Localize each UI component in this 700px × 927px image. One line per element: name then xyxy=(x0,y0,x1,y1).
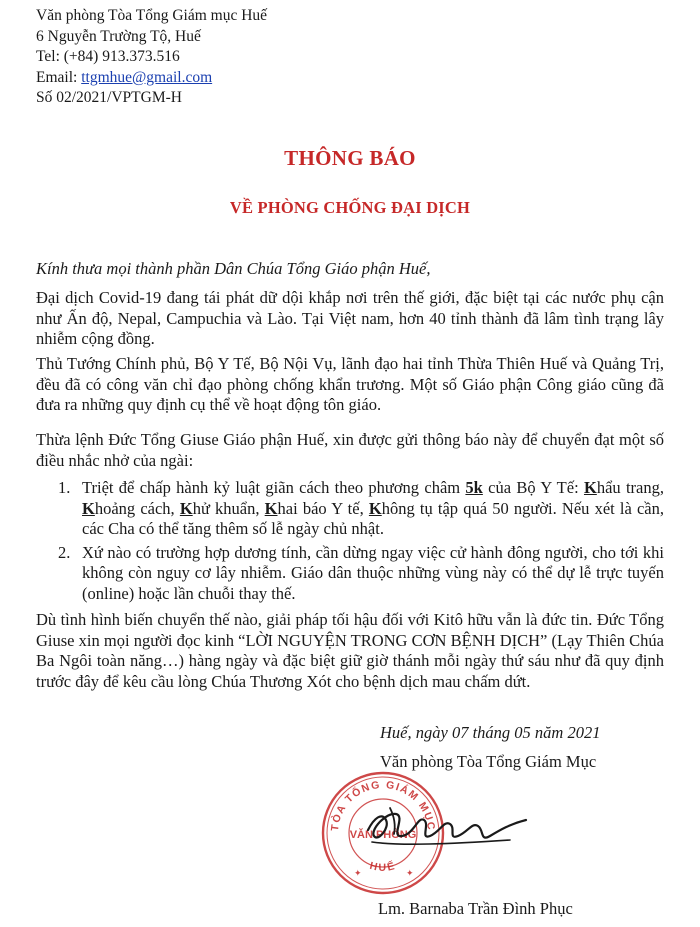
list-item: 1. Triệt để chấp hành kỷ luật giãn cách theo phương châm 5k của Bộ Y Tế: Khẩu trang, Khoảng cách, Khử khuẩn, Khai báo Y tế, Không tụ tập quá 50 người. Nếu xét là cần, các Cha có thể tăng thêm số lễ ngày chủ nhật. xyxy=(58,478,664,538)
office-tel: Tel: (+84) 913.373.516 xyxy=(36,48,180,65)
office-email xyxy=(36,68,267,89)
document-title: THÔNG BÁO xyxy=(284,146,416,170)
svg-text:✦: ✦ xyxy=(406,869,414,879)
highlight-5k: 5k xyxy=(465,478,483,497)
signer-name: Lm. Barnaba Trần Đình Phục xyxy=(378,899,573,918)
document-number: Số 02/2021/VPTGM-H xyxy=(36,89,182,106)
document-subtitle: VỀ PHÒNG CHỐNG ĐẠI DỊCH xyxy=(229,198,471,217)
office-name: Văn phòng Tòa Tổng Giám mục Huế xyxy=(36,7,268,24)
document-date: Huế, ngày 07 tháng 05 năm 2021 xyxy=(380,723,601,742)
reminder-list xyxy=(36,478,664,604)
paragraph-2: Thủ Tướng Chính phủ, Bộ Y Tế, Bộ Nội Vụ, lãnh đạo hai tỉnh Thừa Thiên Huế và Quảng Trị, đều đã có công văn chỉ đạo phòng chống khẩn trương. Một số Giáo phận Công giáo cũng đã đưa ra những quy định cụ thể về hoạt động tôn giáo. xyxy=(36,354,664,414)
list-item: 2. Xứ nào có trường hợp dương tính, cần dừng ngay việc cử hành đông người, cho tới khi không còn nguy cơ lây nhiễm. Giáo dân thuộc những vùng này có thể dự lễ trực tuyến (online) hoặc lần chuỗi thay thế. xyxy=(58,542,664,603)
svg-text:HUẾ: HUẾ xyxy=(368,859,398,874)
signing-office: Văn phòng Tòa Tổng Giám Mục xyxy=(380,752,597,771)
letter-header xyxy=(36,6,267,109)
email-label: Email: xyxy=(36,68,82,86)
svg-text:VĂN PHÒNG: VĂN PHÒNG xyxy=(349,829,417,841)
svg-text:TÒA TỔNG GIÁM MỤC: TÒA TỔNG GIÁM MỤC xyxy=(328,778,438,832)
paragraph-3: Thừa lệnh Đức Tổng Giuse Giáo phận Huế, xin được gửi thông báo này để chuyển đạt một số điều nhắc nhở của ngài: xyxy=(36,430,664,470)
office-address: 6 Nguyễn Trường Tộ, Huế xyxy=(36,27,201,45)
svg-text:✦: ✦ xyxy=(354,869,362,879)
signature-icon xyxy=(360,790,530,860)
greeting: Kính thưa mọi thành phần Dân Chúa Tổng Giáo phận Huế, xyxy=(36,259,431,278)
email-link[interactable]: ttgmhue@gmail.com xyxy=(81,68,213,86)
closing-paragraph: Dù tình hình biến chuyển thế nào, giải pháp tối hậu đối với Kitô hữu vẫn là đức tin. Đức Tổng Giuse xin mọi người đọc kinh “LỜI NGUYỆN TRONG CƠN BỆNH DỊCH” (Lạy Thiên Chúa Ba Ngôi toàn năng…) hàng ngày và đặc biệt giữ giờ thánh mỗi ngày thứ sáu như đã quy định trước đây để kêu cầu lòng Chúa Thương Xót cho bệnh dịch mau chấm dứt. xyxy=(36,610,664,691)
paragraph-1: Đại dịch Covid-19 đang tái phát dữ dội khắp nơi trên thế giới, đặc biệt tại các nước phụ cận như Ấn độ, Nepal, Campuchia và Lào. Tại Việt nam, hơn 40 tỉnh thành đã lâm tình trạng lây nhiễm cộng đồng. xyxy=(36,288,664,348)
list-number: 2. xyxy=(58,542,71,562)
list-number: 1. xyxy=(58,478,71,497)
